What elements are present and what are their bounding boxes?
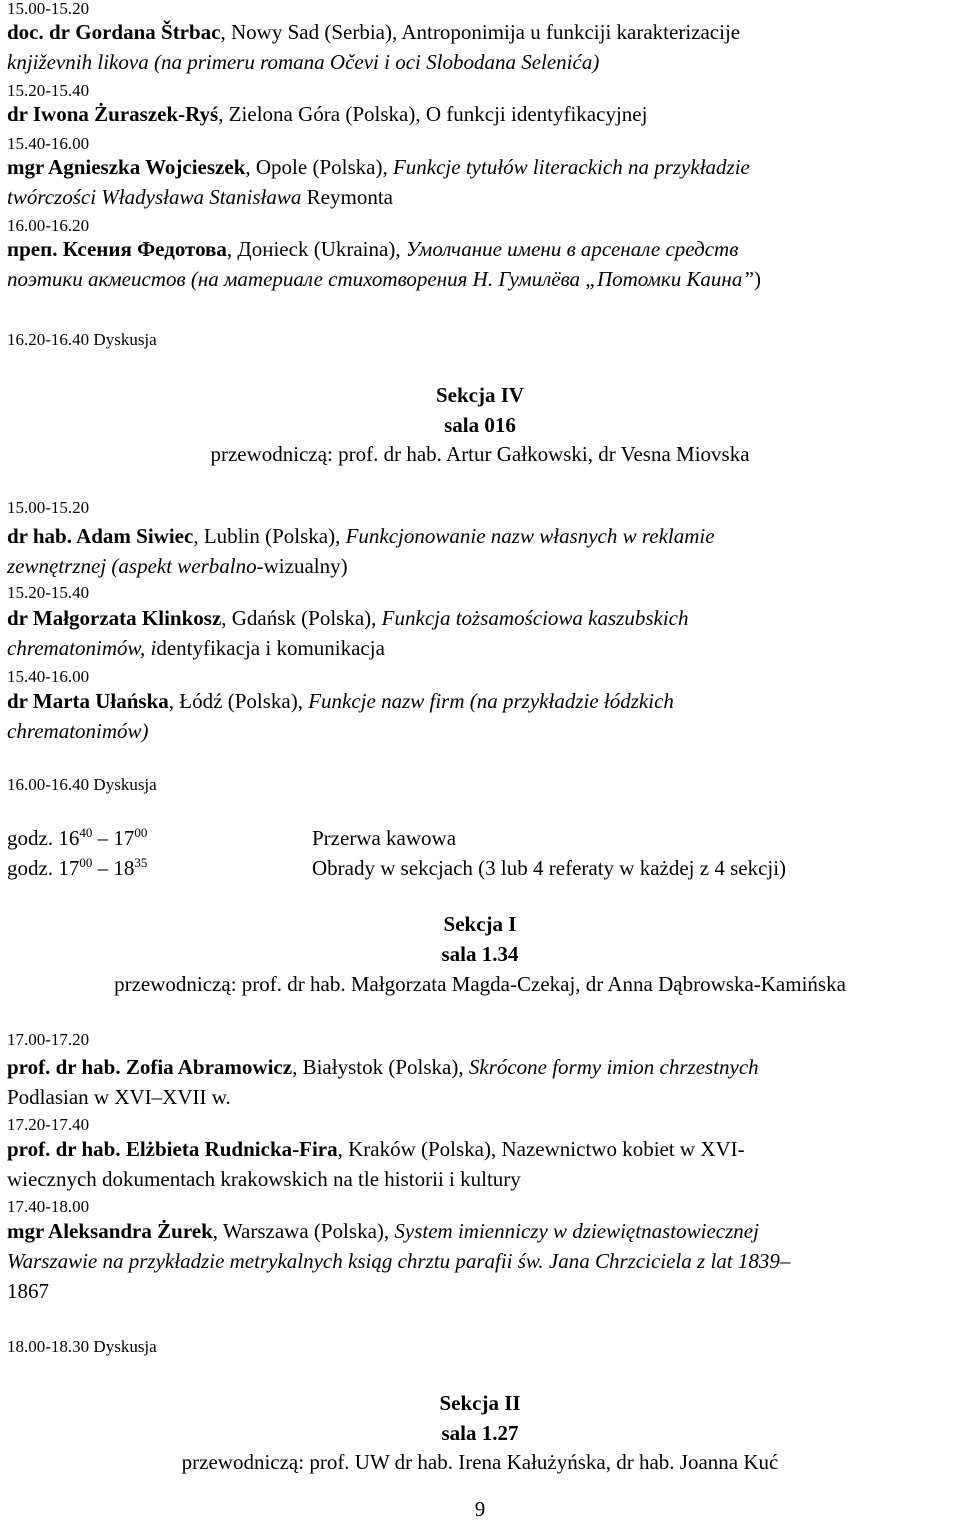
talk-title: System imienniczy w dziewiętnastowiecznej xyxy=(394,1219,759,1243)
talk-entry xyxy=(7,526,715,547)
discussion-label: Dyskusja xyxy=(89,775,157,794)
talk-entry-cont xyxy=(7,269,761,290)
talk-entry xyxy=(7,1221,759,1242)
talk-entry xyxy=(7,239,738,260)
talk-title: twórczości Władysława Stanisława xyxy=(7,185,302,209)
schedule-time: godz. $16^{40} - 17^{00}$ xyxy=(7,825,148,850)
talk-entry-cont xyxy=(7,187,393,208)
section-chairs: przewodniczą: prof. dr hab. Artur Gałkowski, dr Vesna Miovska xyxy=(210,442,750,466)
talk-entry-cont xyxy=(7,556,348,577)
talk-entry-cont xyxy=(7,1169,521,1190)
talk-title: Skrócone formy imion chrzestnych xyxy=(468,1055,759,1079)
section-chairs: przewodniczą: prof. dr hab. Małgorzata Magda-Czekaj, dr Anna Dąbrowska-Kamińska xyxy=(114,972,846,996)
talk-time: 15.40-16.00 xyxy=(7,134,90,153)
talk-details: , Kraków (Polska), Nazewnictwo kobiet w XVI- xyxy=(337,1137,745,1161)
talk-title-end: dentyfikacja i komunikacja xyxy=(156,636,385,660)
speaker-name: prof. dr hab. Elżbieta Rudnicka-Fira xyxy=(7,1137,338,1161)
schedule-row xyxy=(7,825,457,850)
talk-title: Funkcje nazw firm (na przykładzie łódzkich xyxy=(308,689,674,713)
speaker-place: , Opole (Polska), xyxy=(245,155,393,179)
talk-entry-cont xyxy=(7,1087,231,1108)
speaker-name: dr Iwona Żuraszek-Ryś xyxy=(7,102,219,126)
talk-title-end: Reymonta xyxy=(301,185,393,209)
discussion-time: 16.00-16.40 xyxy=(7,775,90,794)
talk-title-end: ) xyxy=(754,267,762,291)
speaker-name: dr Marta Ułańska xyxy=(7,689,169,713)
talk-entry-cont xyxy=(7,52,599,73)
talk-entry-cont xyxy=(7,638,385,659)
talk-time: 15.00-15.20 xyxy=(7,498,90,517)
speaker-name: dr Małgorzata Klinkosz xyxy=(7,606,222,630)
talk-entry-cont xyxy=(7,721,149,742)
speaker-name: преп. Ксения Федотова xyxy=(7,237,227,261)
discussion xyxy=(7,1338,157,1355)
talk-entry-cont xyxy=(7,1281,49,1302)
speaker-name: prof. dr hab. Zofia Abramowicz xyxy=(7,1055,293,1079)
discussion-time: 18.00-18.30 xyxy=(7,1337,90,1356)
talk-title: поэтики акмеистов (на материале стихотворения Н. Гумилёва „Потомки Каина” xyxy=(7,267,755,291)
talk-time: 17.20-17.40 xyxy=(7,1115,90,1134)
page-number: 9 xyxy=(474,1497,486,1521)
discussion xyxy=(7,776,157,793)
talk-time: 16.00-16.20 xyxy=(7,216,90,235)
talk-title: Умолчание имени в арсенале средств xyxy=(405,237,739,261)
speaker-place: , Białystok (Polska), xyxy=(292,1055,469,1079)
speaker-place: , Lublin (Polska), xyxy=(193,524,346,548)
talk-title: Funkcja tożsamościowa kaszubskich xyxy=(381,606,689,630)
talk-details: , Zielona Góra (Polska), O funkcji identyfikacyjnej xyxy=(218,102,648,126)
talk-entry xyxy=(7,608,688,629)
talk-entry xyxy=(7,22,740,43)
talk-title: chrematonimów) xyxy=(7,719,149,743)
talk-entry-cont xyxy=(7,1251,790,1272)
talk-title: Warszawie na przykładzie metrykalnych ksiąg chrztu parafii św. Jana Chrzciciela z lat 1839– xyxy=(7,1249,791,1273)
speaker-name: Gordana Štrbac xyxy=(75,20,221,44)
talk-time: 15.20-15.40 xyxy=(7,81,90,100)
talk-entry xyxy=(7,104,647,125)
schedule-label: Przerwa kawowa xyxy=(312,826,457,850)
talk-time: 15.20-15.40 xyxy=(7,583,90,602)
talk-title: književnih likova (na primeru romana Očevi i oci Slobodana Selenića) xyxy=(7,50,600,74)
talk-title: Funkcje tytułów literackich na przykładzie xyxy=(392,155,750,179)
talk-entry xyxy=(7,691,674,712)
section-room: sala 1.34 xyxy=(441,942,519,966)
speaker-name: mgr Agnieszka Wojcieszek xyxy=(7,155,246,179)
section-chairs: przewodniczą: prof. UW dr hab. Irena Kałużyńska, dr hab. Joanna Kuć xyxy=(181,1450,779,1474)
speaker-name: dr hab. Adam Siwiec xyxy=(7,524,194,548)
talk-title: chrematonimów, i xyxy=(7,636,157,660)
speaker-place: , Gdańsk (Polska), xyxy=(221,606,382,630)
speaker-place: , Nowy Sad (Serbia), xyxy=(220,20,402,44)
talk-title: Funkcjonowanie nazw własnych w reklamie xyxy=(345,524,715,548)
talk-time: 15.00-15.20 xyxy=(7,0,90,18)
talk-title: Antroponimija u funkciji karakterizacije xyxy=(401,20,741,44)
discussion-label: Dyskusja xyxy=(89,1337,157,1356)
talk-time: 17.00-17.20 xyxy=(7,1030,90,1049)
discussion-label: Dyskusja xyxy=(89,330,157,349)
section-title: Sekcja IV xyxy=(435,383,525,407)
schedule-label: Obrady w sekcjach (3 lub 4 referaty w każdej z 4 sekcji) xyxy=(312,856,787,880)
discussion-time: 16.20-16.40 xyxy=(7,330,90,349)
speaker-name: mgr Aleksandra Żurek xyxy=(7,1219,213,1243)
speaker-title: doc. dr xyxy=(7,20,70,44)
discussion xyxy=(7,331,157,348)
schedule-time: godz. $17^{00} - 18^{35}$ xyxy=(7,855,148,880)
section-room: sala 016 xyxy=(444,413,516,437)
speaker-place: , Łódź (Polska), xyxy=(168,689,309,713)
talk-title-end: wizualny) xyxy=(263,554,348,578)
talk-time: 17.40-18.00 xyxy=(7,1197,90,1216)
talk-details: wiecznych dokumentach krakowskich na tle historii i kultury xyxy=(7,1167,521,1191)
section-title: Sekcja I xyxy=(443,912,517,936)
section-room: sala 1.27 xyxy=(441,1421,519,1445)
talk-title-end: 1867 xyxy=(7,1279,49,1303)
talk-title-end: Podlasian w XVI–XVII w. xyxy=(7,1085,231,1109)
talk-time: 15.40-16.00 xyxy=(7,667,90,686)
section-title: Sekcja II xyxy=(439,1391,521,1415)
talk-entry xyxy=(7,1139,745,1160)
talk-entry xyxy=(7,1057,759,1078)
talk-title: zewnętrznej (aspekt werbalno- xyxy=(7,554,264,578)
schedule-row xyxy=(7,855,787,880)
speaker-place: , Warszawa (Polska), xyxy=(212,1219,395,1243)
speaker-place: , Донieck (Ukraina), xyxy=(226,237,406,261)
talk-entry xyxy=(7,157,750,178)
